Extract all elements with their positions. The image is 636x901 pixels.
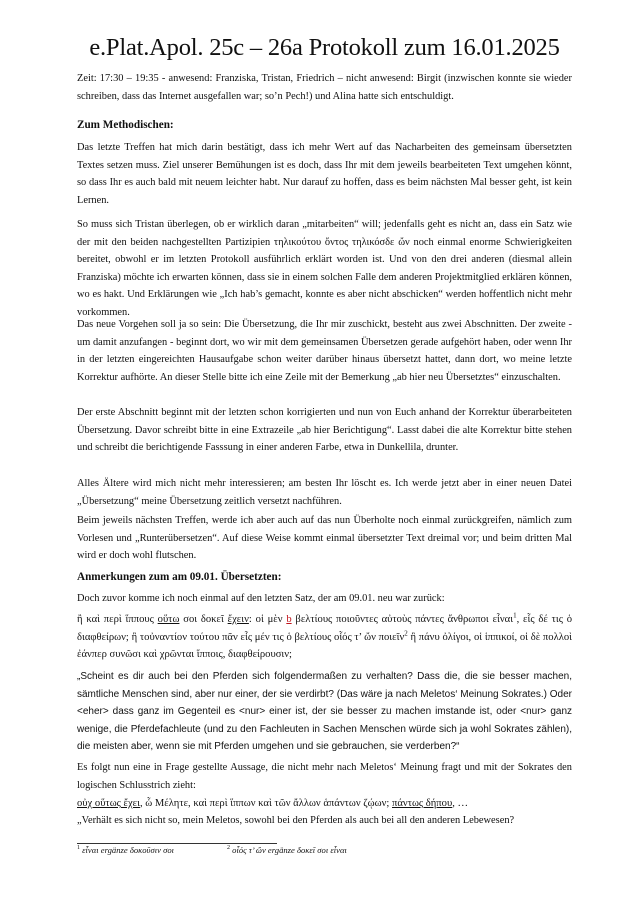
footnote-1: $^1$ εἶναι ergänze δοκοῦσιν σοι	[77, 845, 174, 855]
notes-heading: Anmerkungen zum am 09.01. Übersetzten:	[77, 571, 282, 583]
greek-passage: ἢ καὶ περὶ ἵππους οὕτω σοι δοκεῖ ἔχειν: οἱ μὲν b βελτίους ποιοῦντες αὐτοὺς πάντες ἄνθρωποι εἶναι$^1$, εἷς δέ τις ὁ διαφθείρων; ἢ τοὐναντίον τούτου πᾶν εἷς μέν τις ὁ βελτίους οἷός τ’ ὤν ποιεῖν$^2$ ἢ πάνυ ὀλίγοι, οἱ ἱππικοί, οἱ δὲ πολλοὶ ἐάνπερ συνῶσι καὶ χρῶνται ἵπποις, διαφθείρουσιν;	[77, 611, 572, 661]
followup-paragraph: Es folgt nun eine in Frage gestellte Aussage, die nicht mehr nach Meletos‘ Meinung fragt und mit der Sokrates den logischen Schlusstrich zieht:	[77, 762, 572, 791]
footnote-ref-2: 2	[404, 629, 408, 638]
paragraph-6: Beim jeweils nächsten Treffen, werde ich aber auch auf das nun Überholte noch einmal zurückgreifen, nämlich zum Vorlesen und „Runterübersetzen“. Auf diese Weise kommt einmal übersetzter Text dreimal vor; und beim dritten Mal wird er doch wohl flutschen.	[77, 515, 572, 562]
footnote-2: $^2$ οἷός τ’ ὤν ergänze δοκεῖ σοι εἶναι	[227, 845, 347, 855]
underlined-greek: οὕτω	[157, 614, 180, 625]
paragraph-5: Alles Ältere wird mich nicht mehr interessieren; am besten Ihr löscht es. Ich werde jetzt aber in einer neuen Datei „Übersetzung“ meine Übersetzung zeitlich versetzt nachführen.	[77, 478, 572, 507]
attendance-line: Zeit: 17:30 – 19:35 - anwesend: Franziska, Tristan, Friedrich – nicht anwesend: Birgit (inzwischen konnte sie wieder schreiben, dass das Internet ausgefallen war; so’n Pech!) und Alina hatte sich entschuldigt.	[77, 73, 572, 102]
method-heading: Zum Methodischen:	[77, 119, 174, 131]
paragraph-3: Das neue Vorgehen soll ja so sein: Die Übersetzung, die Ihr mir zuschickt, besteht aus zwei Abschnitten. Der zweite - um damit anzufangen - beginnt dort, wo wir mit dem gemeinsamen Übersetzen gerade aufgehört haben, oder wenn Ihr in der letzten eingereichten Hausaufgabe schon weiter darüber hinaus übersetzt hattet, dann dort, wo meine letzte Korrektur aufhörte. An dieser Stelle bitte ich eine Zeile mit der Bemerkung „ab hier neu Übersetztes“ einzuschalten.	[77, 319, 572, 383]
paragraph-1: Das letzte Treffen hat mich darin bestätigt, dass ich mehr Wert auf das Nacharbeiten des gemeinsam übersetzten Textes setzen muss. Ziel unserer Bemühungen ist es doch, dass Ihr mit dem jeweils bearbeiteten Text umgehen könnt, so dass Ihr es auch bald mit neuem leichter habt. Nur darauf zu hoffen, dass es beim nächsten Mal besser geht, ist kein Lernen.	[77, 142, 572, 206]
red-marker: b	[286, 614, 292, 625]
translation-paragraph: „Scheint es dir auch bei den Pferden sich folgendermaßen zu verhalten? Dass die, die sie besser machen, sämtliche Menschen sind, aber nur einer, der sie verdirbt? (Das wäre ja nach Meletos‘ Meinung Sokrates.) Oder <eher> dass ganz im Gegenteil es <nur> einer ist, der sie besser zu machen imstande ist, oder <nur> ganz wenige, die Pferdefachleute (und zu den Fachleuten in Sachen Menschen würde sich ja wohl Sokrates zählen), die meisten aber, wenn sie mit Pferden umgehen und sie gebrauchen, sie verderben?“	[77, 671, 572, 753]
footnote-ref-1: 1	[513, 611, 517, 620]
last-translation-line: „Verhält es sich nicht so, mein Meletos, sowohl bei den Pferden als auch bei all den anderen Lebewesen?	[77, 815, 515, 826]
footnote-divider	[77, 843, 277, 844]
greek-passage-2: οὐχ οὕτως ἔχει, ὦ Μέλητε, καὶ περὶ ἵππων καὶ τῶν ἄλλων ἁπάντων ζῴων; πάντως δήπου, …	[77, 798, 469, 809]
paragraph-2: So muss sich Tristan überlegen, ob er wirklich daran „mitarbeiten“ will; jedenfalls geht es nicht an, dass ein Satz wie der mit den beiden nachgestellten Partizipien τηλικούτου ὄντος τηλικόσδε ὤν noch einmal enorme Schwierigkeiten bereitet, obwohl er im letzten Protokoll ausführlich erklärt worden ist. Und von den drei anderen (diesmal allein Franziska) möchte ich erwarten können, dass sie in einem solchen Falle dem anderen Projektmitglied erklären können, wo es hakt. Und Erklärungen wie „Ich hab’s gemacht, konnte es aber nicht abschicken“ werden hoffentlich nicht mehr vorkommen.	[77, 219, 572, 318]
page-title: e.Plat.Apol. 25c – 26a Protokoll zum 16.01.2025	[89, 34, 560, 61]
notes-intro: Doch zuvor komme ich noch einmal auf den letzten Satz, der am 09.01. neu war zurück:	[77, 593, 445, 604]
paragraph-4: Der erste Abschnitt beginnt mit der letzten schon korrigierten und nun von Euch anhand der Korrektur überarbeiteten Übersetzung. Davor schreibt bitte in eine Extrazeile „ab hier Berichtigung“. Lasst dabei die alte Korrektur bitte stehen und schreibt die berichtigende Fasssung in einer anderen Farbe, etwa in Dunkellila, drunter.	[77, 407, 572, 454]
underlined-greek: οὐχ οὕτως ἔχει	[77, 798, 140, 809]
underlined-greek: ἔχειν	[227, 614, 249, 625]
underlined-greek: πάντως δήπου	[392, 798, 453, 809]
